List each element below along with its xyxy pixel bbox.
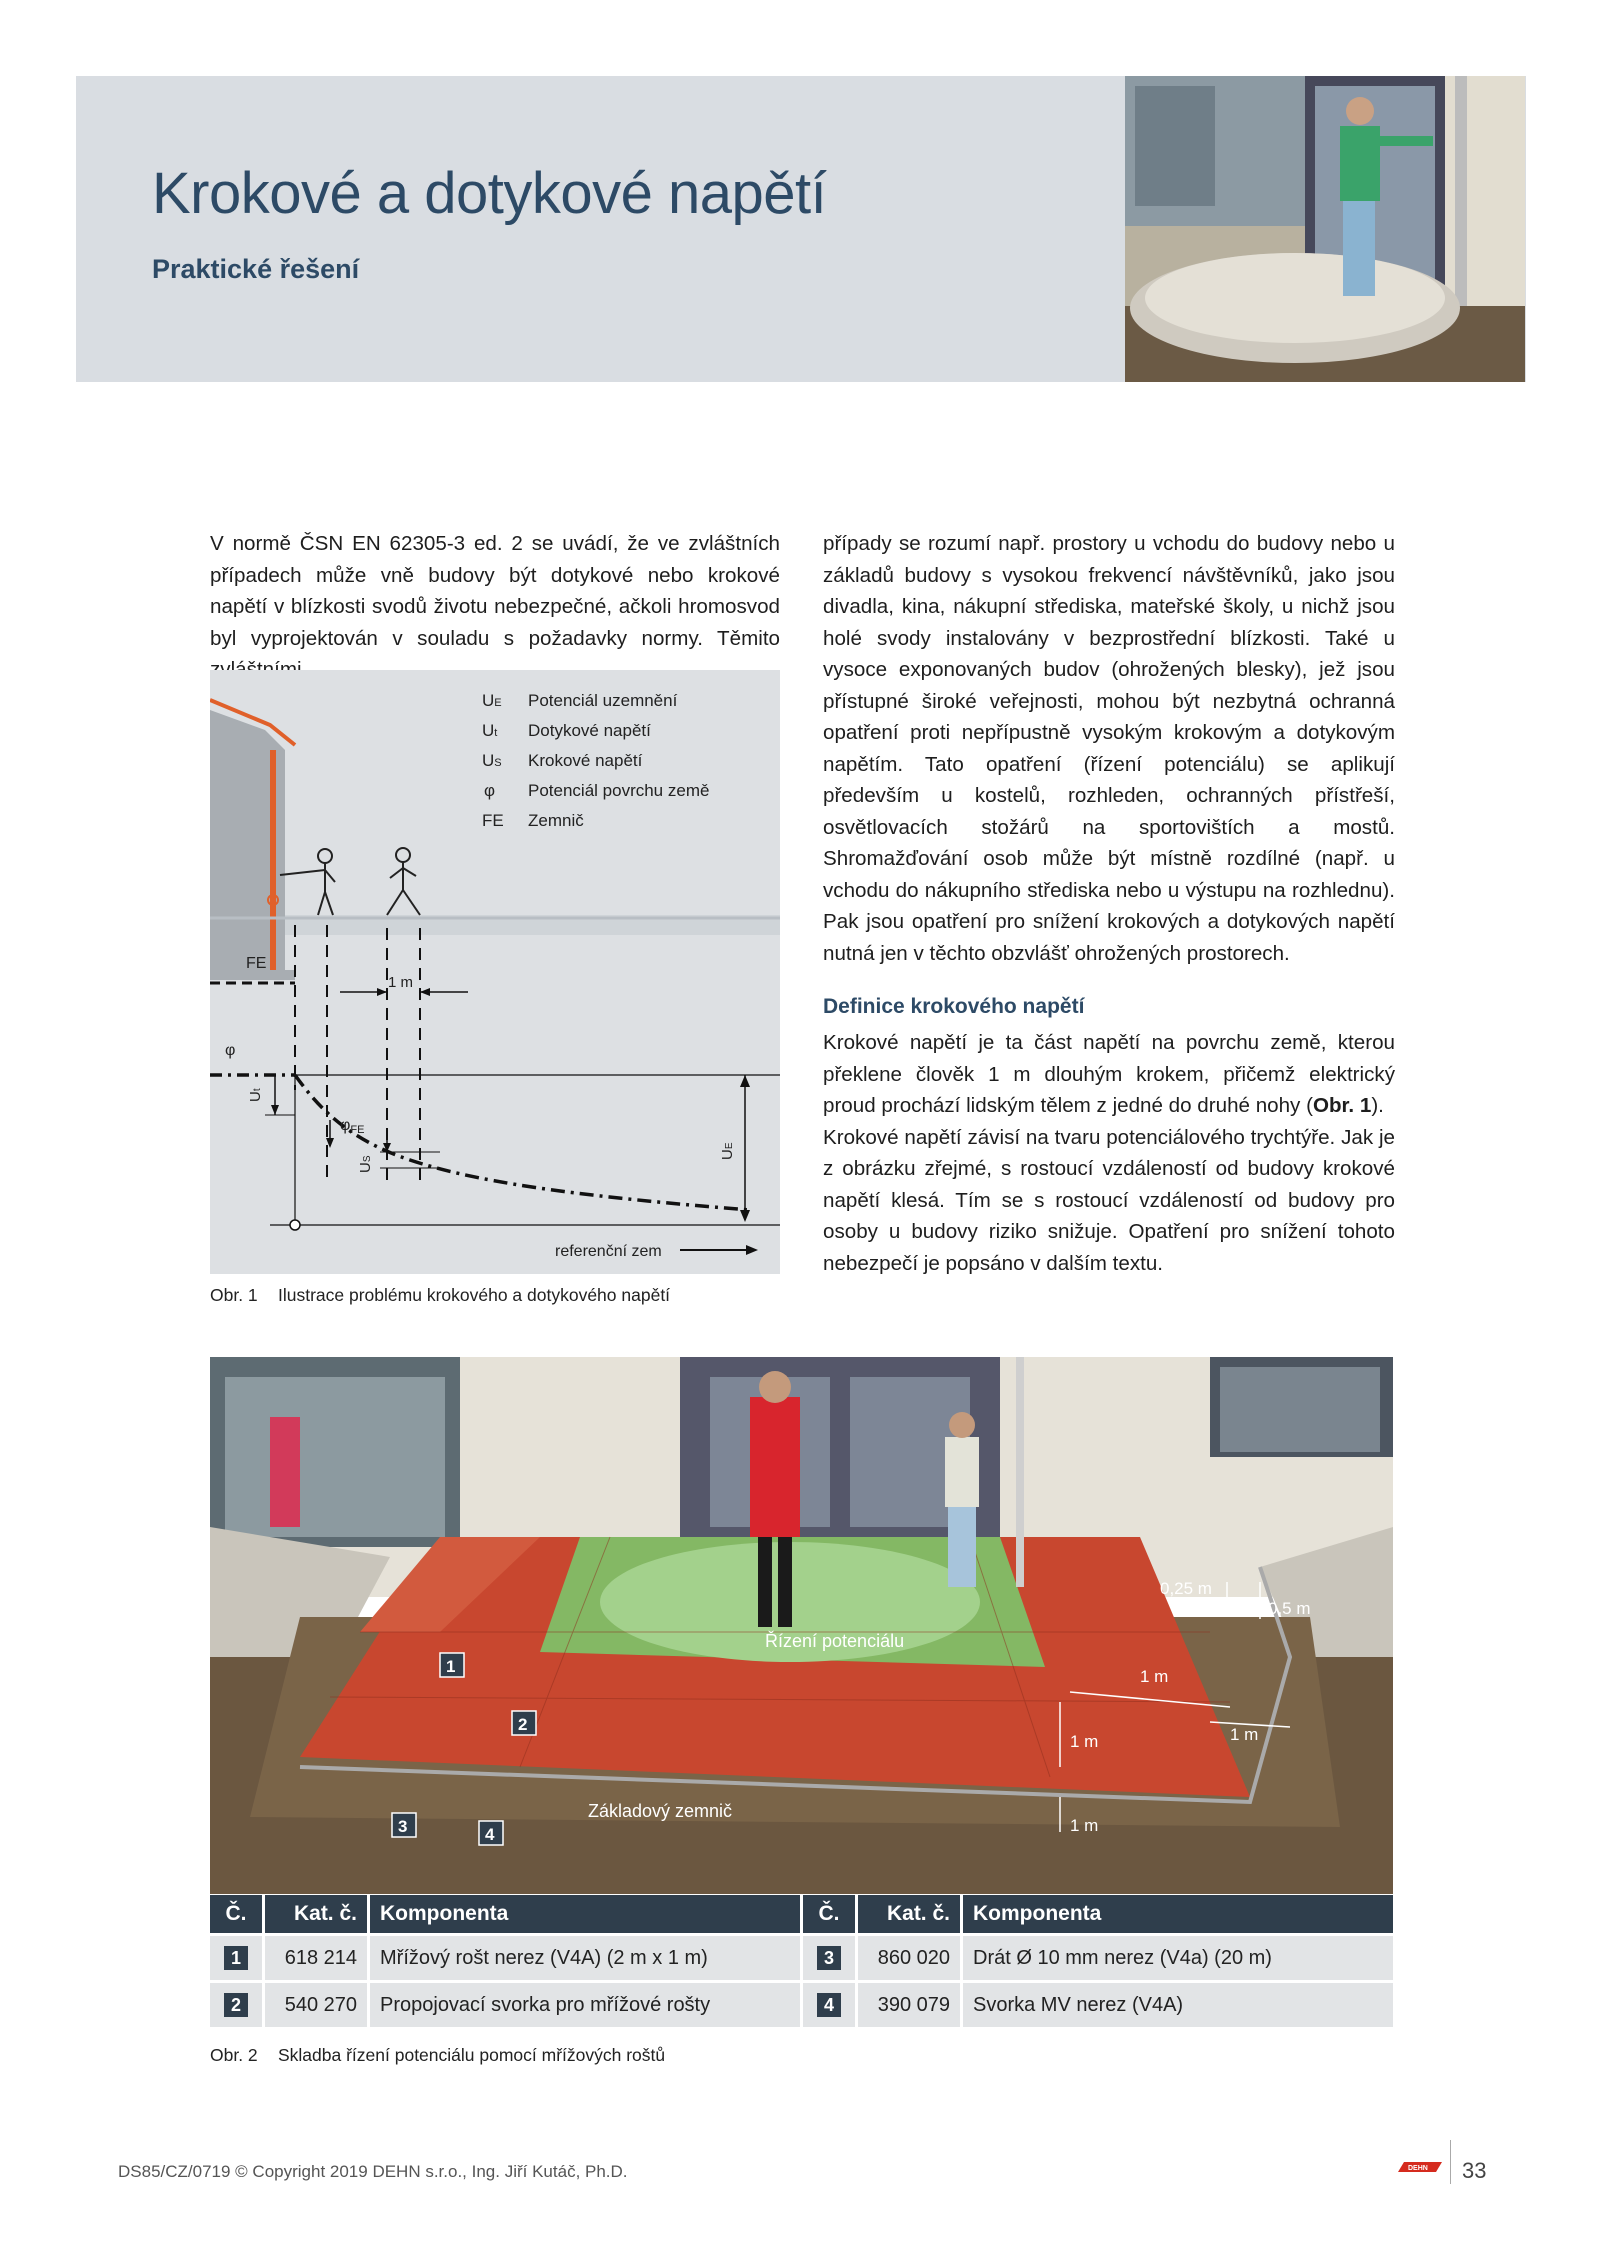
foundation-earth-electrode-label: Základový zemnič [588,1801,733,1821]
catalog-number: 540 270 [265,1983,367,2027]
column-header: Č. [803,1895,855,1933]
column-header: Komponenta [963,1895,1393,1933]
text-column-right [823,528,1395,1279]
step-person-icon [387,848,420,915]
step-dimension-label: 1 m [388,974,414,991]
page-subtitle: Praktické řešení [152,254,360,284]
table-row [210,1936,1393,1980]
marker-4: 4 [485,1825,495,1844]
page-title: Krokové a dotykové napětí [152,161,827,226]
svg-text:Zemnič: Zemnič [528,811,584,830]
component-name: Mřížový rošt nerez (V4A) (2 m x 1 m) [370,1936,800,1980]
item-number-badge: 1 [224,1946,248,1970]
svg-text:φ: φ [484,781,496,800]
paragraph-special-cases: případy se rozumí např. prostory u vchodu do budovy nebo u základů budovy s vysokou frekvencí návštěvníků, jako jsou divadla, kina, nákupní střediska, mateřské školy, u nichž jsou holé svody instalovány v bezprostřední blízkosti. Také u vysoce exponovaných budov (ohrožených blesky), jež jsou přístupné široké veřejnosti, mohou být nezbytná ochranná opatření proti nepřípustně vysokým krokovým a dotykovým napětím. Tato opatření (řízení potenciálu) se aplikují především u kostelů, rozhleden, ochranných přístřeší, osvětlovacích stožárů na sportovištích a mostů. Shromažďování osob může být místně rozdílné (např. u vchodu do nákupního střediska nebo u výstupu na rozhlednu). Pak jsou opatření pro snížení krokových a dotykových napětí nutná jen v těchto obzvlášť ohrožených prostorech. [823,532,1395,965]
item-number-badge: 3 [817,1946,841,1970]
svg-text:Potenciál uzemnění: Potenciál uzemnění [528,691,678,710]
svg-text:Potenciál povrchu země: Potenciál povrchu země [528,781,710,800]
phi-fe-label: φFE [340,1117,365,1136]
intro-text-left: V normě ČSN EN 62305-3 ed. 2 se uvádí, že ve zvláštních případech může vně budovy být dotykové nebo krokové napětí v blízkosti svodů životu nebezpečné, ačkoli hromosvod byl vyprojektován v souladu s požadavky normy. Těmito [210,532,780,650]
figure1-caption-number: Obr. 1 [210,1285,258,1305]
figure1-caption [210,1285,670,1306]
catalog-number: 860 020 [858,1936,960,1980]
dimension-1m-top: 1 m [1140,1667,1169,1686]
component-name: Drát Ø 10 mm nerez (V4a) (20 m) [963,1936,1393,1980]
catalog-number: 618 214 [265,1936,367,1980]
dimension-1m-bottom: 1 m [1070,1816,1099,1835]
touch-person-icon [280,849,335,915]
fe-label: FE [246,955,267,972]
column-header: Kat. č. [858,1895,960,1933]
svg-text:Ut: Ut [482,721,498,740]
item-number-badge: 2 [224,1993,248,2017]
dimension-1m-right: 1 m [1230,1725,1259,1744]
component-name: Svorka MV nerez (V4A) [963,1983,1393,2027]
ue-label: UE [719,1142,736,1160]
dimension-1m-middle: 1 m [1070,1732,1099,1751]
header-photo [1125,76,1525,382]
figure1-legend [482,691,709,830]
marker-1: 1 [446,1657,456,1676]
svg-text:Krokové napětí: Krokové napětí [528,751,643,770]
parts-table-wrapper [207,1892,1396,2030]
item-number-badge: 4 [817,1993,841,2017]
component-name: Propojovací svorka pro mřížové rošty [370,1983,800,2027]
svg-text:US: US [482,751,502,770]
reference-ground-label: referenční zem [555,1243,662,1260]
figure-potential-control-illustration [210,1357,1393,1894]
svg-text:UE: UE [482,691,502,710]
table-header-row [210,1895,1393,1933]
section-heading: Definice krokového napětí [823,995,1085,1018]
figure2-caption [210,2045,665,2066]
figure2-caption-number: Obr. 2 [210,2045,258,2065]
svg-text:DEHN: DEHN [1408,2165,1428,2172]
catalog-number: 390 079 [858,1983,960,2027]
footer-divider [1450,2140,1451,2184]
phi-label: φ [225,1042,236,1059]
marker-3: 3 [398,1817,408,1836]
column-header: Č. [210,1895,262,1933]
dimension-025m: 0,25 m [1160,1579,1212,1598]
paragraph-definition: Krokové napětí je ta část napětí na povrchu země, kterou překlene člověk 1 m dlouhým krokem, přičemž elektrický proud prochází lidským tělem z jedné do druhé nohy (Obr. 1). [823,1031,1395,1117]
marker-2: 2 [518,1715,528,1734]
potential-control-label: Řízení potenciálu [765,1631,905,1651]
dehn-logo [1396,2150,1444,2180]
footer-copyright: DS85/CZ/0719 © Copyright 2019 DEHN s.r.o., Ing. Jiří Kutáč, Ph.D. [118,2162,628,2181]
paragraph-funnel: Krokové napětí závisí na tvaru potenciálového trychtýře. Jak je z obrázku zřejmé, s rostoucí vzdáleností od budovy krokové napětí klesá. Tím se s rostoucí vzdáleností od budovy pro osoby u budovy riziko snižuje. Opatření pro snížení tohoto nebezpečí je popsáno v dalším textu. [823,1125,1395,1275]
column-header: Komponenta [370,1895,800,1933]
figure-step-voltage-diagram [210,670,780,1274]
figure2-caption-text: Skladba řízení potenciálu pomocí mřížových roštů [278,2045,666,2065]
page-number: 33 [1462,2158,1487,2183]
table-row [210,1983,1393,2027]
figure1-caption-text: Ilustrace problému krokového a dotykového napětí [278,1285,671,1305]
parts-table [207,1892,1396,2030]
us-label: US [357,1155,374,1173]
svg-text:Dotykové napětí: Dotykové napětí [528,721,651,740]
dimension-05m: 0,5 m [1268,1599,1311,1618]
ut-label: Ut [247,1088,264,1102]
figure-reference: Obr. 1 [1312,1094,1372,1117]
svg-text:FE: FE [482,811,504,830]
column-header: Kat. č. [265,1895,367,1933]
